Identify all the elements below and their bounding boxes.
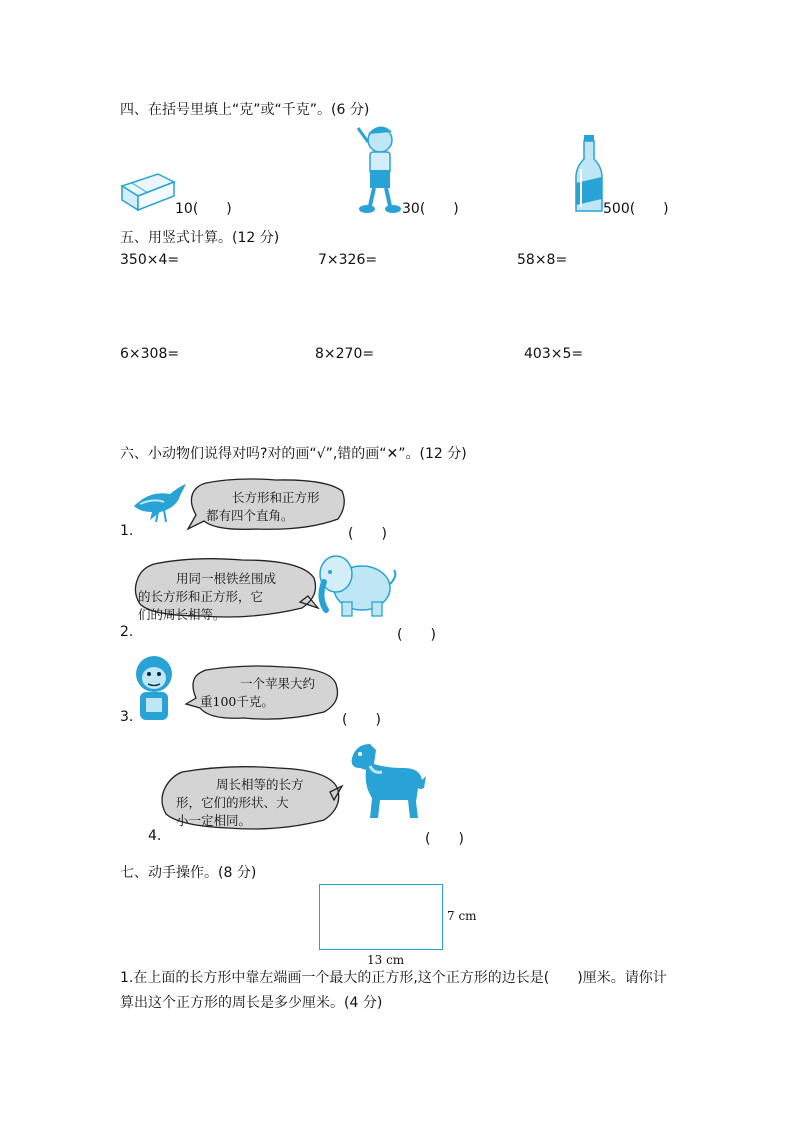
calc-403x5: 403×5= [524,346,584,362]
section-6-title: 六、小动物们说得对吗?对的画“√”,错的画“✕”。(12 分) [120,446,467,462]
speech-4-line-3: 小一定相同。 [176,813,252,828]
item-2-number: 2. [120,624,134,640]
speech-2-line-1: 用同一根铁丝围成 [176,571,277,586]
speech-4-line-1: 周长相等的长方 [216,777,304,792]
calc-6x308: 6×308= [120,346,180,362]
speech-4 [176,776,336,830]
calc-8x270: 8×270= [315,346,375,362]
bottle-icon [572,133,606,215]
item-2-answer[interactable]: ( ) [397,627,436,643]
speech-3-line-2: 重100千克。 [200,694,274,709]
item-eraser-answer[interactable]: 10( ) [175,201,232,217]
section-7-title: 七、动手操作。(8 分) [120,865,257,881]
speech-1-line-2: 都有四个直角。 [206,508,294,523]
item-bottle-answer[interactable]: 500( ) [603,201,669,217]
boy-icon [354,120,406,216]
calc-7x326: 7×326= [318,252,378,268]
speech-2 [138,570,316,624]
speech-2-line-2: 的长方形和正方形，它 [138,589,264,604]
horse-icon [346,740,428,822]
speech-1 [206,489,346,525]
question-7-1: 1.在上面的长方形中靠左端画一个最大的正方形,这个正方形的边长是( )厘米。请你计算出这个正方形的周长是多少厘米。(4 分) [120,970,667,1011]
item-4-answer[interactable]: ( ) [425,831,464,847]
monkey-icon [130,652,178,722]
item-4-number: 4. [148,828,162,844]
item-3-answer[interactable]: ( ) [342,712,381,728]
calc-58x8: 58×8= [517,252,568,268]
speech-3 [200,675,336,711]
speech-4-line-2: 形，它们的形状、大 [176,795,289,810]
rectangle-figure [319,884,443,950]
elephant-icon [316,548,400,622]
rect-width-label: 13 cm [367,953,405,967]
item-boy-answer[interactable]: 30( ) [402,201,459,217]
speech-3-line-1: 一个苹果大约 [240,676,316,691]
item-1-number: 1. [120,523,134,539]
item-3-number: 3. [120,709,134,725]
eraser-icon [118,168,180,214]
speech-2-line-3: 们的周长相等。 [138,607,226,622]
item-1-answer[interactable]: ( ) [348,526,387,542]
section-5-title: 五、用竖式计算。(12 分) [120,230,280,246]
speech-1-line-1: 长方形和正方形 [232,490,320,505]
rect-height-label: 7 cm [447,909,477,923]
calc-350x4: 350×4= [120,252,180,268]
section-4-title: 四、在括号里填上“克”或“千克”。(6 分) [120,102,370,118]
bird-icon [130,478,190,524]
